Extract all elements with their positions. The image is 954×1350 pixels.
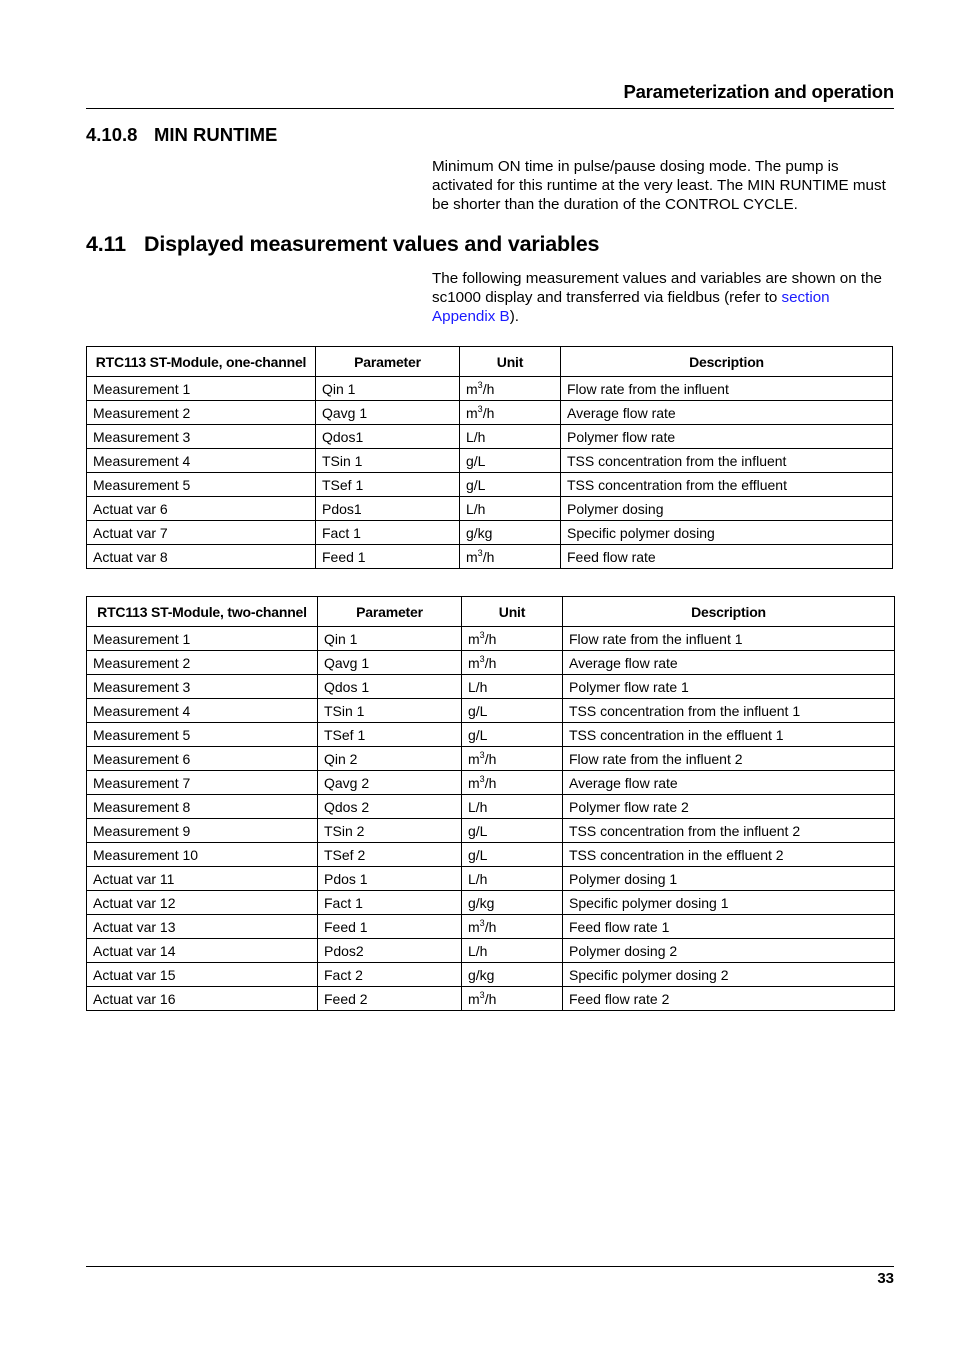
unit-cell <box>462 627 563 651</box>
parameter-cell: Pdos2 <box>318 939 462 963</box>
unit-exponent: 3 <box>479 989 485 1000</box>
table-row <box>87 891 895 915</box>
unit-base: g/L <box>466 452 486 469</box>
variable-name-cell: Measurement 6 <box>87 747 318 771</box>
description-cell: Feed flow rate <box>561 545 893 569</box>
unit-base: g/L <box>466 476 486 493</box>
unit-base: m <box>468 774 480 791</box>
description-cell: TSS concentration from the influent 2 <box>563 819 895 843</box>
description-cell: Average flow rate <box>563 651 895 675</box>
header-rule <box>86 108 894 109</box>
variable-name-cell: Actuat var 11 <box>87 867 318 891</box>
variable-name-cell: Measurement 1 <box>87 377 316 401</box>
unit-cell <box>462 891 563 915</box>
description-cell: TSS concentration in the effluent 2 <box>563 843 895 867</box>
description-cell: Average flow rate <box>563 771 895 795</box>
parameter-cell: Fact 1 <box>316 521 460 545</box>
unit-base: g/L <box>468 822 488 839</box>
unit-exponent: 3 <box>479 749 485 760</box>
unit-exponent: 3 <box>479 773 485 784</box>
unit-tail: /h <box>484 630 497 647</box>
parameter-cell: TSin 1 <box>318 699 462 723</box>
parameter-cell: Qin 1 <box>316 377 460 401</box>
table-row <box>87 377 893 401</box>
parameter-cell: Pdos1 <box>316 497 460 521</box>
parameter-cell: Qdos1 <box>316 425 460 449</box>
unit-exponent: 3 <box>477 379 483 390</box>
variable-name-cell: Measurement 5 <box>87 723 318 747</box>
two-channel-table <box>86 596 895 1011</box>
parameter-cell: Feed 1 <box>316 545 460 569</box>
running-header-title: Parameterization and operation <box>623 81 894 102</box>
unit-cell <box>462 987 563 1011</box>
table-row <box>87 699 895 723</box>
appendix-b-link[interactable]: section Appendix B <box>432 289 830 325</box>
table-row <box>87 473 893 497</box>
unit-exponent: 3 <box>479 917 485 928</box>
unit-cell <box>462 843 563 867</box>
table-row <box>87 987 895 1011</box>
variable-name-cell: Measurement 3 <box>87 425 316 449</box>
section-title: Displayed measurement values and variables <box>144 232 600 256</box>
unit-base: L/h <box>466 428 486 445</box>
displayed-values-intro <box>432 269 894 326</box>
description-cell: Polymer dosing <box>561 497 893 521</box>
unit-cell <box>462 795 563 819</box>
unit-base: L/h <box>466 500 486 517</box>
unit-base: m <box>468 654 480 671</box>
unit-base: m <box>466 404 478 421</box>
table-header-row <box>87 597 895 627</box>
unit-base: m <box>468 990 480 1007</box>
description-cell: Flow rate from the influent 2 <box>563 747 895 771</box>
column-header: Unit <box>462 597 563 627</box>
variable-name-cell: Actuat var 12 <box>87 891 318 915</box>
description-cell: Specific polymer dosing 2 <box>563 963 895 987</box>
table-row <box>87 449 893 473</box>
parameter-cell: Pdos 1 <box>318 867 462 891</box>
description-cell: Polymer flow rate <box>561 425 893 449</box>
unit-base: m <box>466 548 478 565</box>
unit-base: L/h <box>468 870 488 887</box>
unit-exponent: 3 <box>479 629 485 640</box>
table-row <box>87 915 895 939</box>
parameter-cell: TSef 1 <box>318 723 462 747</box>
unit-base: m <box>468 750 480 767</box>
unit-cell <box>462 819 563 843</box>
unit-exponent: 3 <box>477 547 483 558</box>
unit-cell <box>460 521 561 545</box>
unit-tail: /h <box>484 750 497 767</box>
unit-base: m <box>468 630 480 647</box>
unit-exponent: 3 <box>479 653 485 664</box>
footer-rule <box>86 1266 894 1267</box>
description-cell: Flow rate from the influent 1 <box>563 627 895 651</box>
table-row <box>87 627 895 651</box>
parameter-cell: Qavg 1 <box>318 651 462 675</box>
variable-name-cell: Measurement 3 <box>87 675 318 699</box>
parameter-cell: Feed 2 <box>318 987 462 1011</box>
table-row <box>87 545 893 569</box>
unit-cell <box>462 651 563 675</box>
unit-tail: /h <box>482 548 495 565</box>
unit-cell <box>460 401 561 425</box>
table-row <box>87 723 895 747</box>
variable-name-cell: Measurement 4 <box>87 449 316 473</box>
description-cell: Feed flow rate 2 <box>563 987 895 1011</box>
unit-cell <box>462 939 563 963</box>
description-cell: TSS concentration from the influent <box>561 449 893 473</box>
unit-base: g/L <box>468 726 488 743</box>
unit-tail: /h <box>484 654 497 671</box>
unit-exponent: 3 <box>477 403 483 414</box>
section-heading-min-runtime <box>86 124 277 146</box>
page-number: 33 <box>877 1270 894 1287</box>
description-cell: Specific polymer dosing 1 <box>563 891 895 915</box>
unit-cell <box>460 497 561 521</box>
variable-name-cell: Actuat var 16 <box>87 987 318 1011</box>
parameter-cell: Qavg 1 <box>316 401 460 425</box>
unit-tail: /h <box>482 404 495 421</box>
unit-cell <box>460 449 561 473</box>
variable-name-cell: Measurement 4 <box>87 699 318 723</box>
table-header-row <box>87 347 893 377</box>
unit-tail: /h <box>484 918 497 935</box>
unit-cell <box>462 867 563 891</box>
unit-base: L/h <box>468 942 488 959</box>
section-title: MIN RUNTIME <box>154 124 278 145</box>
unit-base: m <box>466 380 478 397</box>
variable-name-cell: Actuat var 13 <box>87 915 318 939</box>
intro-text: The following measurement values and variables are shown on the sc1000 display and transferred via fieldbus (refer to <box>432 270 882 306</box>
column-header: Parameter <box>316 347 460 377</box>
unit-cell <box>460 473 561 497</box>
description-cell: Polymer flow rate 2 <box>563 795 895 819</box>
variable-name-cell: Measurement 7 <box>87 771 318 795</box>
table-row <box>87 675 895 699</box>
variable-name-cell: Measurement 9 <box>87 819 318 843</box>
parameter-cell: Qdos 2 <box>318 795 462 819</box>
variable-name-cell: Measurement 2 <box>87 401 316 425</box>
intro-text-end: ). <box>509 308 519 325</box>
unit-cell <box>462 675 563 699</box>
section-number: 4.10.8 <box>86 124 138 145</box>
column-header: Description <box>561 347 893 377</box>
column-header: RTC113 ST-Module, one-channel <box>87 347 316 377</box>
description-cell: Specific polymer dosing <box>561 521 893 545</box>
table-row <box>87 867 895 891</box>
unit-cell <box>462 963 563 987</box>
min-runtime-description: Minimum ON time in pulse/pause dosing mode. The pump is activated for this runtime at the very least. The MIN RUNTIME must be shorter than the duration of the CONTROL CYCLE. <box>432 158 886 213</box>
parameter-cell: TSin 1 <box>316 449 460 473</box>
unit-cell <box>462 915 563 939</box>
description-cell: TSS concentration from the influent 1 <box>563 699 895 723</box>
unit-base: L/h <box>468 798 488 815</box>
unit-cell <box>462 723 563 747</box>
table-row <box>87 425 893 449</box>
parameter-cell: Fact 1 <box>318 891 462 915</box>
table-row <box>87 497 893 521</box>
parameter-cell: TSef 2 <box>318 843 462 867</box>
unit-base: g/kg <box>468 966 495 983</box>
unit-cell <box>460 377 561 401</box>
description-cell: Polymer dosing 1 <box>563 867 895 891</box>
parameter-cell: Qdos 1 <box>318 675 462 699</box>
table-row <box>87 521 893 545</box>
table-row <box>87 819 895 843</box>
unit-base: g/kg <box>468 894 495 911</box>
description-cell: Polymer dosing 2 <box>563 939 895 963</box>
section-number: 4.11 <box>86 232 126 256</box>
parameter-cell: Feed 1 <box>318 915 462 939</box>
unit-tail: /h <box>484 774 497 791</box>
unit-cell <box>462 771 563 795</box>
column-header: RTC113 ST-Module, two-channel <box>87 597 318 627</box>
table-row <box>87 651 895 675</box>
unit-cell <box>462 747 563 771</box>
unit-cell <box>462 699 563 723</box>
unit-base: L/h <box>468 678 488 695</box>
unit-tail: /h <box>484 990 497 1007</box>
unit-base: m <box>468 918 480 935</box>
parameter-cell: Qavg 2 <box>318 771 462 795</box>
description-cell: Polymer flow rate 1 <box>563 675 895 699</box>
table-row <box>87 843 895 867</box>
variable-name-cell: Measurement 2 <box>87 651 318 675</box>
variable-name-cell: Measurement 10 <box>87 843 318 867</box>
description-cell: TSS concentration from the effluent <box>561 473 893 497</box>
unit-tail: /h <box>482 380 495 397</box>
column-header: Unit <box>460 347 561 377</box>
table-row <box>87 963 895 987</box>
table-row <box>87 939 895 963</box>
column-header: Description <box>563 597 895 627</box>
variable-name-cell: Measurement 8 <box>87 795 318 819</box>
table-row <box>87 747 895 771</box>
variable-name-cell: Actuat var 8 <box>87 545 316 569</box>
table-row <box>87 771 895 795</box>
variable-name-cell: Measurement 5 <box>87 473 316 497</box>
unit-base: g/kg <box>466 524 493 541</box>
variable-name-cell: Actuat var 6 <box>87 497 316 521</box>
parameter-cell: Fact 2 <box>318 963 462 987</box>
parameter-cell: TSef 1 <box>316 473 460 497</box>
unit-cell <box>460 425 561 449</box>
parameter-cell: Qin 2 <box>318 747 462 771</box>
table-row <box>87 795 895 819</box>
description-cell: Feed flow rate 1 <box>563 915 895 939</box>
one-channel-table <box>86 346 893 569</box>
unit-base: g/L <box>468 846 488 863</box>
unit-cell <box>460 545 561 569</box>
variable-name-cell: Actuat var 14 <box>87 939 318 963</box>
description-cell: TSS concentration in the effluent 1 <box>563 723 895 747</box>
parameter-cell: Qin 1 <box>318 627 462 651</box>
section-heading-displayed-values <box>86 232 599 257</box>
column-header: Parameter <box>318 597 462 627</box>
variable-name-cell: Actuat var 15 <box>87 963 318 987</box>
parameter-cell: TSin 2 <box>318 819 462 843</box>
variable-name-cell: Actuat var 7 <box>87 521 316 545</box>
variable-name-cell: Measurement 1 <box>87 627 318 651</box>
description-cell: Flow rate from the influent <box>561 377 893 401</box>
table-row <box>87 401 893 425</box>
description-cell: Average flow rate <box>561 401 893 425</box>
unit-base: g/L <box>468 702 488 719</box>
